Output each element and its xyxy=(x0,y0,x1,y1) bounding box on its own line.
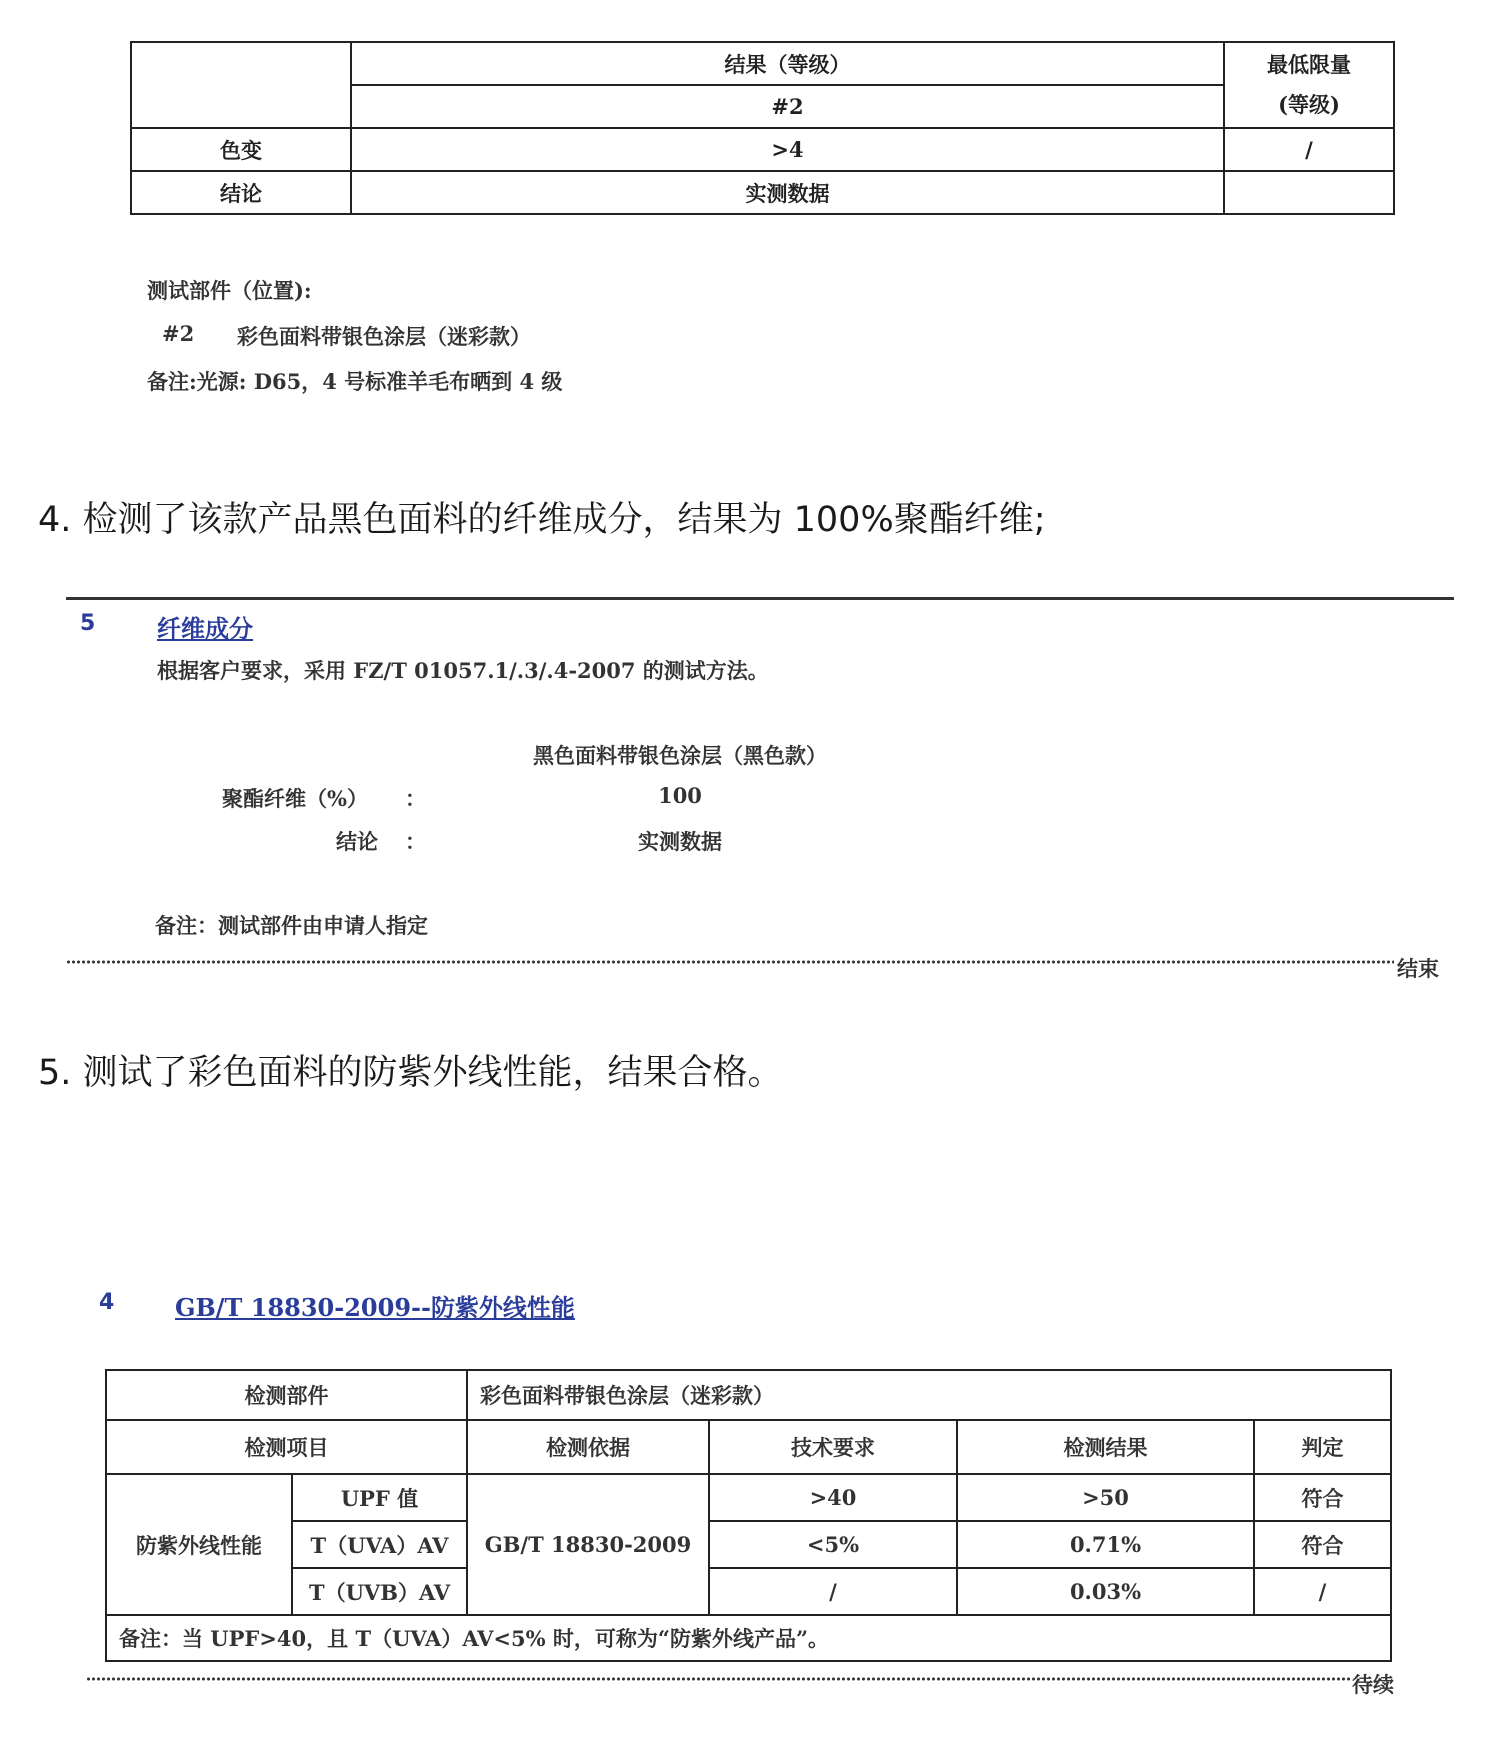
table-row xyxy=(106,1521,1391,1568)
table1-min-header-sub: (等级) xyxy=(1278,92,1340,117)
table1-sample-id: #2 xyxy=(351,85,1224,128)
remark-light-source: 备注:光源: D65，4 号标准羊毛布晒到 4 级 xyxy=(147,369,563,394)
fiber-row-colon: ： xyxy=(405,786,426,811)
uv-row-requirement: >40 xyxy=(709,1474,957,1521)
uv-part-label: 检测部件 xyxy=(106,1370,467,1420)
section-number: 5 xyxy=(80,611,96,636)
table-row xyxy=(106,1474,1391,1521)
uv-section-number: 4 xyxy=(99,1290,115,1315)
paragraph-uv-protection: 5. 测试了彩色面料的防紫外线性能，结果合格。 xyxy=(38,1053,783,1093)
uv-row-requirement: <5% xyxy=(709,1521,957,1568)
uv-row-item: T（UVB）AV xyxy=(292,1568,467,1615)
uv-row-result: 0.03% xyxy=(957,1568,1254,1615)
test-part-desc: 彩色面料带银色涂层（迷彩款） xyxy=(237,324,531,349)
table-row xyxy=(131,171,1394,214)
test-part-id: #2 xyxy=(162,321,195,346)
conclusion-colon: ： xyxy=(405,829,426,854)
table1-row-value: 实测数据 xyxy=(351,171,1224,214)
table1-row-value: >4 xyxy=(351,128,1224,171)
uv-header-verdict: 判定 xyxy=(1254,1420,1391,1474)
uv-header-basis: 检测依据 xyxy=(467,1420,709,1474)
uv-test-table xyxy=(105,1369,1392,1662)
table1-min-header-label: 最低限量 xyxy=(1267,52,1351,77)
table1-row-label: 色变 xyxy=(131,128,351,171)
uv-row-item: UPF 值 xyxy=(292,1474,467,1521)
table1-row-min xyxy=(1224,171,1394,214)
section-divider xyxy=(66,597,1454,600)
sample-header: 黑色面料带银色涂层（黑色款） xyxy=(533,743,827,768)
table-row xyxy=(131,128,1394,171)
paragraph-fiber-composition: 4. 检测了该款产品黑色面料的纤维成分，结果为 100%聚酯纤维; xyxy=(38,500,1046,540)
table1-min-header xyxy=(1224,42,1394,128)
uv-row-verdict: 符合 xyxy=(1254,1474,1391,1521)
uv-row-item: T（UVA）AV xyxy=(292,1521,467,1568)
table1-corner-cell xyxy=(131,42,351,128)
remark-test-part: 备注：测试部件由申请人指定 xyxy=(155,913,428,938)
uv-header-requirement: 技术要求 xyxy=(709,1420,957,1474)
uv-remark: 备注：当 UPF>40，且 T（UVA）AV<5% 时，可称为“防紫外线产品”。 xyxy=(106,1615,1391,1661)
continued-label: 待续 xyxy=(1352,1672,1394,1697)
table1-row-label: 结论 xyxy=(131,171,351,214)
asterisk-divider xyxy=(66,959,1394,965)
end-label: 结束 xyxy=(1397,956,1439,981)
uv-header-item: 检测项目 xyxy=(106,1420,467,1474)
conclusion-label: 结论 xyxy=(336,829,378,854)
table1-result-header: 结果（等级） xyxy=(351,42,1224,85)
fiber-row-value: 100 xyxy=(658,783,702,808)
section-title-fiber: 纤维成分 xyxy=(157,614,253,643)
uv-header-result: 检测结果 xyxy=(957,1420,1254,1474)
test-part-label: 测试部件（位置): xyxy=(147,278,312,303)
uv-part-value: 彩色面料带银色涂层（迷彩款） xyxy=(467,1370,1391,1420)
method-text: 根据客户要求，采用 FZ/T 01057.1/.3/.4-2007 的测试方法。 xyxy=(157,658,769,683)
uv-row-verdict: 符合 xyxy=(1254,1521,1391,1568)
colorfastness-table xyxy=(130,41,1395,215)
uv-section-title: GB/T 18830-2009--防紫外线性能 xyxy=(175,1293,575,1322)
fiber-row-label: 聚酯纤维（%） xyxy=(222,786,368,811)
table-row xyxy=(106,1568,1391,1615)
asterisk-divider-bottom xyxy=(86,1676,1350,1682)
conclusion-value: 实测数据 xyxy=(638,829,722,854)
table1-row-min: / xyxy=(1224,128,1394,171)
uv-basis-value: GB/T 18830-2009 xyxy=(467,1474,709,1615)
uv-row-result: >50 xyxy=(957,1474,1254,1521)
uv-row-verdict: / xyxy=(1254,1568,1391,1615)
uv-row-result: 0.71% xyxy=(957,1521,1254,1568)
uv-row-requirement: / xyxy=(709,1568,957,1615)
uv-group-label: 防紫外线性能 xyxy=(106,1474,292,1615)
